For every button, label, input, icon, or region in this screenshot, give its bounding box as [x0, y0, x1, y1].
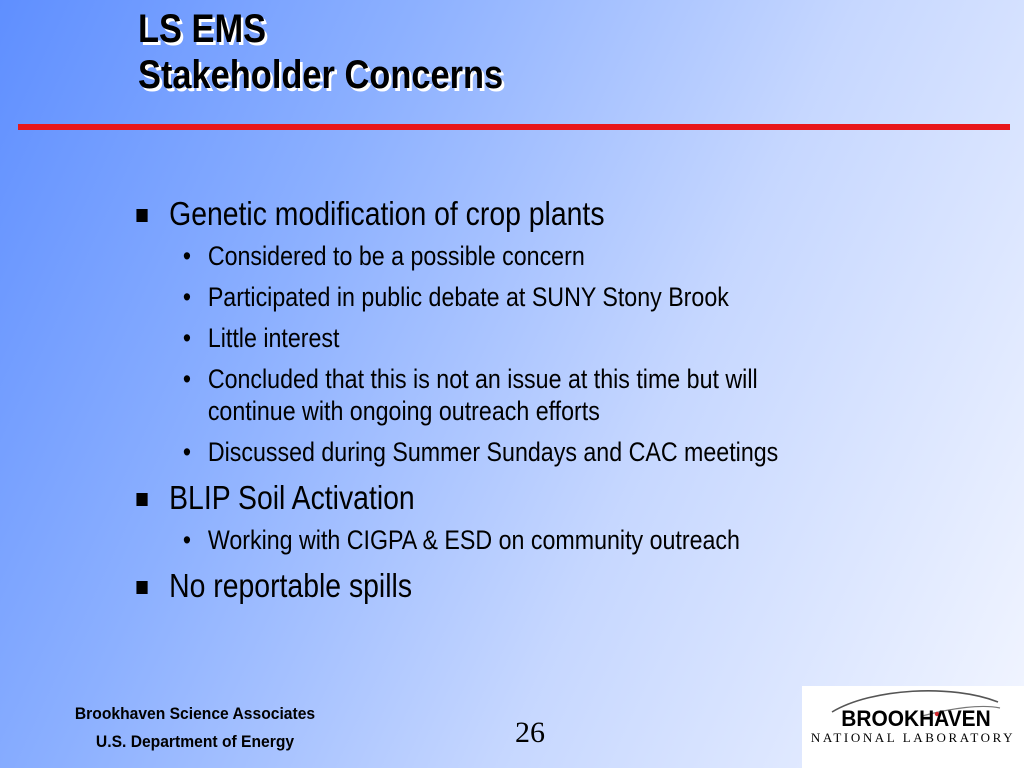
bullet-item	[133, 194, 881, 234]
bullet-item	[133, 566, 881, 606]
sub-bullet-text: Considered to be a possible concern	[207, 241, 585, 271]
dot-bullet-icon: •	[182, 282, 192, 312]
sub-bullet-text: Little interest	[207, 323, 340, 353]
title-line-1: LS EMS	[138, 7, 267, 51]
bullet-list	[133, 194, 881, 606]
footer-org-line-2: U.S. Department of Energy	[95, 732, 295, 751]
dot-bullet-icon: •	[182, 437, 192, 467]
sub-bullet-text: Participated in public debate at SUNY Stony Brook	[207, 282, 729, 312]
dot-bullet-icon: •	[182, 364, 192, 394]
slide-title	[138, 6, 503, 98]
footer-organization	[52, 700, 337, 756]
sub-bullet-item	[133, 363, 881, 427]
title-divider	[18, 124, 1010, 130]
bullet-text: Genetic modification of crop plants	[169, 195, 605, 232]
page-number: 26	[515, 716, 545, 749]
sub-bullet-text: Concluded that this is not an issue at this time but will	[207, 364, 758, 394]
sub-bullet-item	[133, 240, 881, 272]
logo-wordmark: BROOKHAVEN	[841, 706, 991, 731]
square-bullet-icon	[136, 581, 147, 594]
brookhaven-logo	[802, 686, 1024, 768]
footer-org-line-1: Brookhaven Science Associates	[74, 704, 316, 723]
dot-bullet-icon: •	[182, 525, 192, 555]
logo-subtitle: NATIONAL LABORATORY	[810, 730, 1016, 745]
square-bullet-icon	[136, 209, 147, 222]
sub-bullet-text-continued: continue with ongoing outreach efforts	[207, 396, 600, 426]
bullet-text: BLIP Soil Activation	[169, 479, 415, 516]
dot-bullet-icon: •	[182, 323, 192, 353]
sub-bullet-item	[133, 281, 881, 313]
sub-bullet-item	[133, 322, 881, 354]
square-bullet-icon	[136, 493, 147, 506]
sub-bullet-item	[133, 524, 881, 556]
sub-bullet-text: Working with CIGPA & ESD on community outreach	[207, 525, 740, 555]
bullet-text: No reportable spills	[169, 567, 413, 604]
title-line-2: Stakeholder Concerns	[138, 53, 504, 97]
dot-bullet-icon: •	[182, 241, 192, 271]
sub-bullet-item	[133, 436, 881, 468]
sub-bullet-text: Discussed during Summer Sundays and CAC meetings	[207, 437, 779, 467]
bullet-item	[133, 478, 881, 518]
